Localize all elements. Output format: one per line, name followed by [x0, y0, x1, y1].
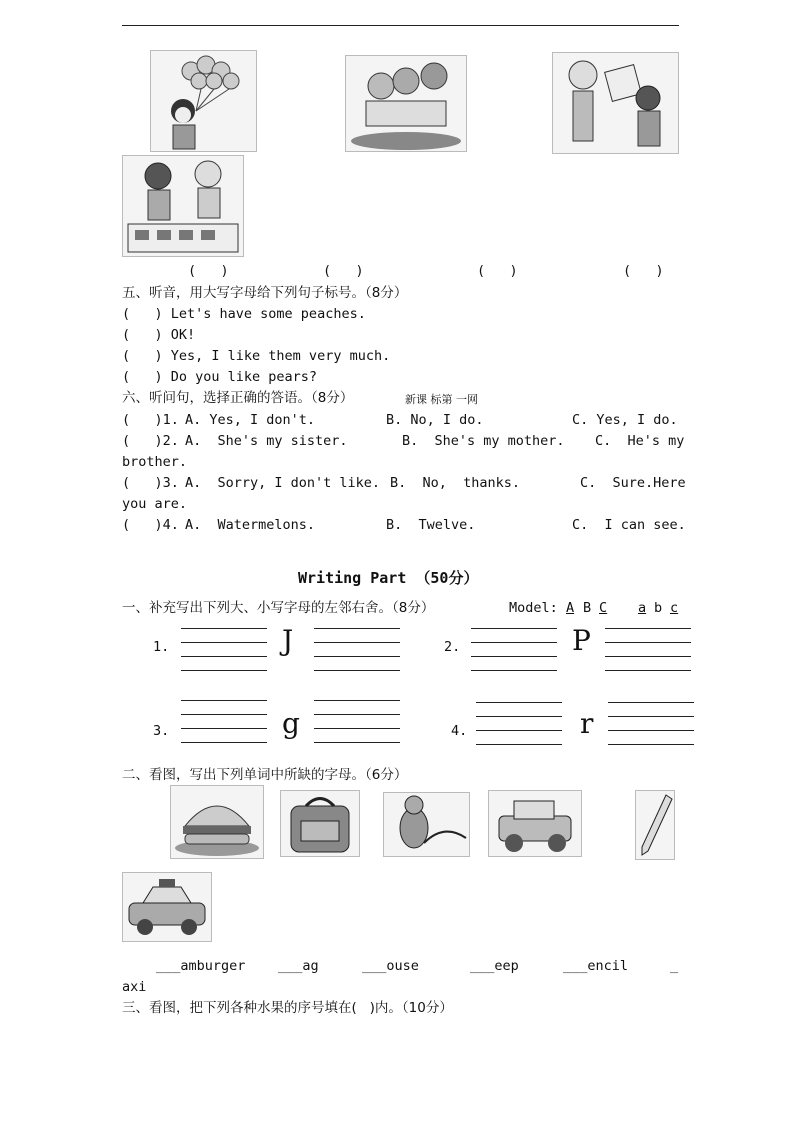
writing-sec2-title: 二、看图，写出下列单词中所缺的字母。（6分） — [122, 767, 408, 783]
children-eating-picture — [345, 55, 467, 152]
section5-item: ( ) OK! — [122, 327, 196, 343]
section5-item: ( ) Yes, I like them very much. — [122, 348, 391, 364]
option-c: C. Sure.Here — [580, 475, 686, 491]
writing-lines-left[interactable] — [471, 628, 557, 670]
writing-lines-left[interactable] — [181, 700, 267, 742]
model-upper-c: C — [599, 600, 608, 616]
section5-item: ( ) Let's have some peaches. — [122, 306, 366, 322]
model-lower-a: a — [638, 600, 647, 616]
given-letter: P — [572, 624, 591, 657]
section5-title: 五、听音，用大写字母给下列句子标号。（8分） — [122, 285, 408, 301]
section6-title: 六、听问句，选择正确的答语。（8分） — [122, 390, 354, 406]
model-lower-b: b — [654, 600, 663, 616]
question-number: ( )1. — [122, 412, 179, 428]
letter-item-number: 2. — [444, 639, 461, 655]
missing-letter-word[interactable]: _ — [670, 958, 679, 974]
model-label: Model: — [509, 600, 558, 616]
writing-lines-left[interactable] — [181, 628, 267, 670]
option-b: B. She's my mother. — [402, 433, 565, 449]
option-c-continued: you are. — [122, 496, 188, 512]
option-b: B. No, thanks. — [390, 475, 521, 491]
question-number: ( )2. — [122, 433, 179, 449]
answer-paren-2[interactable]: ( ) — [323, 263, 364, 279]
watermark: 新课 标第 一网 — [405, 393, 478, 406]
taxi-picture — [122, 872, 212, 942]
girl-and-boy-with-picture-board — [552, 52, 679, 154]
writing-lines-right[interactable] — [605, 628, 691, 670]
missing-letter-word[interactable]: ___encil — [563, 958, 629, 974]
pencil-picture — [635, 790, 675, 860]
answer-paren-3[interactable]: ( ) — [477, 263, 518, 279]
writing-sec1-title: 一、补充写出下列大、小写字母的左邻右舍。（8分） — [122, 600, 435, 616]
letter-item-number: 3. — [153, 723, 170, 739]
missing-letter-word[interactable]: ___eep — [470, 958, 519, 974]
missing-letter-word[interactable]: ___amburger — [156, 958, 246, 974]
question-number: ( )3. — [122, 475, 179, 491]
model-upper-a: A — [566, 600, 575, 616]
option-c: C. I can see. — [572, 517, 686, 533]
option-a: A. She's my sister. — [185, 433, 348, 449]
writing-lines-right[interactable] — [608, 702, 694, 744]
model-upper-b: B — [583, 600, 592, 616]
letter-item-number: 1. — [153, 639, 170, 655]
option-a: A. Sorry, I don't like. — [185, 475, 381, 491]
writing-lines-right[interactable] — [314, 628, 400, 670]
section5-item: ( ) Do you like pears? — [122, 369, 318, 385]
question-number: ( )4. — [122, 517, 179, 533]
option-c: C. Yes, I do. — [572, 412, 678, 428]
option-a: A. Watermelons. — [185, 517, 316, 533]
option-c-continued: brother. — [122, 454, 188, 470]
given-letter: g — [282, 707, 300, 740]
writing-sec3-title: 三、看图，把下列各种水果的序号填在( )内。（10分） — [122, 1000, 453, 1016]
option-b: B. No, I do. — [386, 412, 484, 428]
given-letter: r — [580, 707, 594, 740]
missing-letter-word[interactable]: ___ouse — [362, 958, 419, 974]
missing-letter-word[interactable]: ___ag — [278, 958, 319, 974]
option-a: A. Yes, I don't. — [185, 412, 316, 428]
option-b: B. Twelve. — [386, 517, 476, 533]
mouse-picture — [383, 792, 470, 857]
header-rule — [122, 25, 679, 26]
girl-with-balloons-picture — [150, 50, 257, 152]
answer-paren-1[interactable]: ( ) — [188, 263, 229, 279]
missing-letter-word-tail: axi — [122, 979, 147, 995]
jeep-picture — [488, 790, 582, 857]
given-letter: J — [282, 624, 294, 657]
answer-paren-4[interactable]: ( ) — [623, 263, 664, 279]
letter-item-number: 4. — [451, 723, 468, 739]
writing-lines-left[interactable] — [476, 702, 562, 744]
writing-lines-right[interactable] — [314, 700, 400, 742]
children-at-shop-table-picture — [122, 155, 244, 257]
bag-picture — [280, 790, 360, 857]
model-lower-c: c — [670, 600, 679, 616]
option-c: C. He's my — [595, 433, 685, 449]
writing-part-title: Writing Part （50分） — [298, 569, 479, 587]
hamburger-picture — [170, 785, 264, 859]
